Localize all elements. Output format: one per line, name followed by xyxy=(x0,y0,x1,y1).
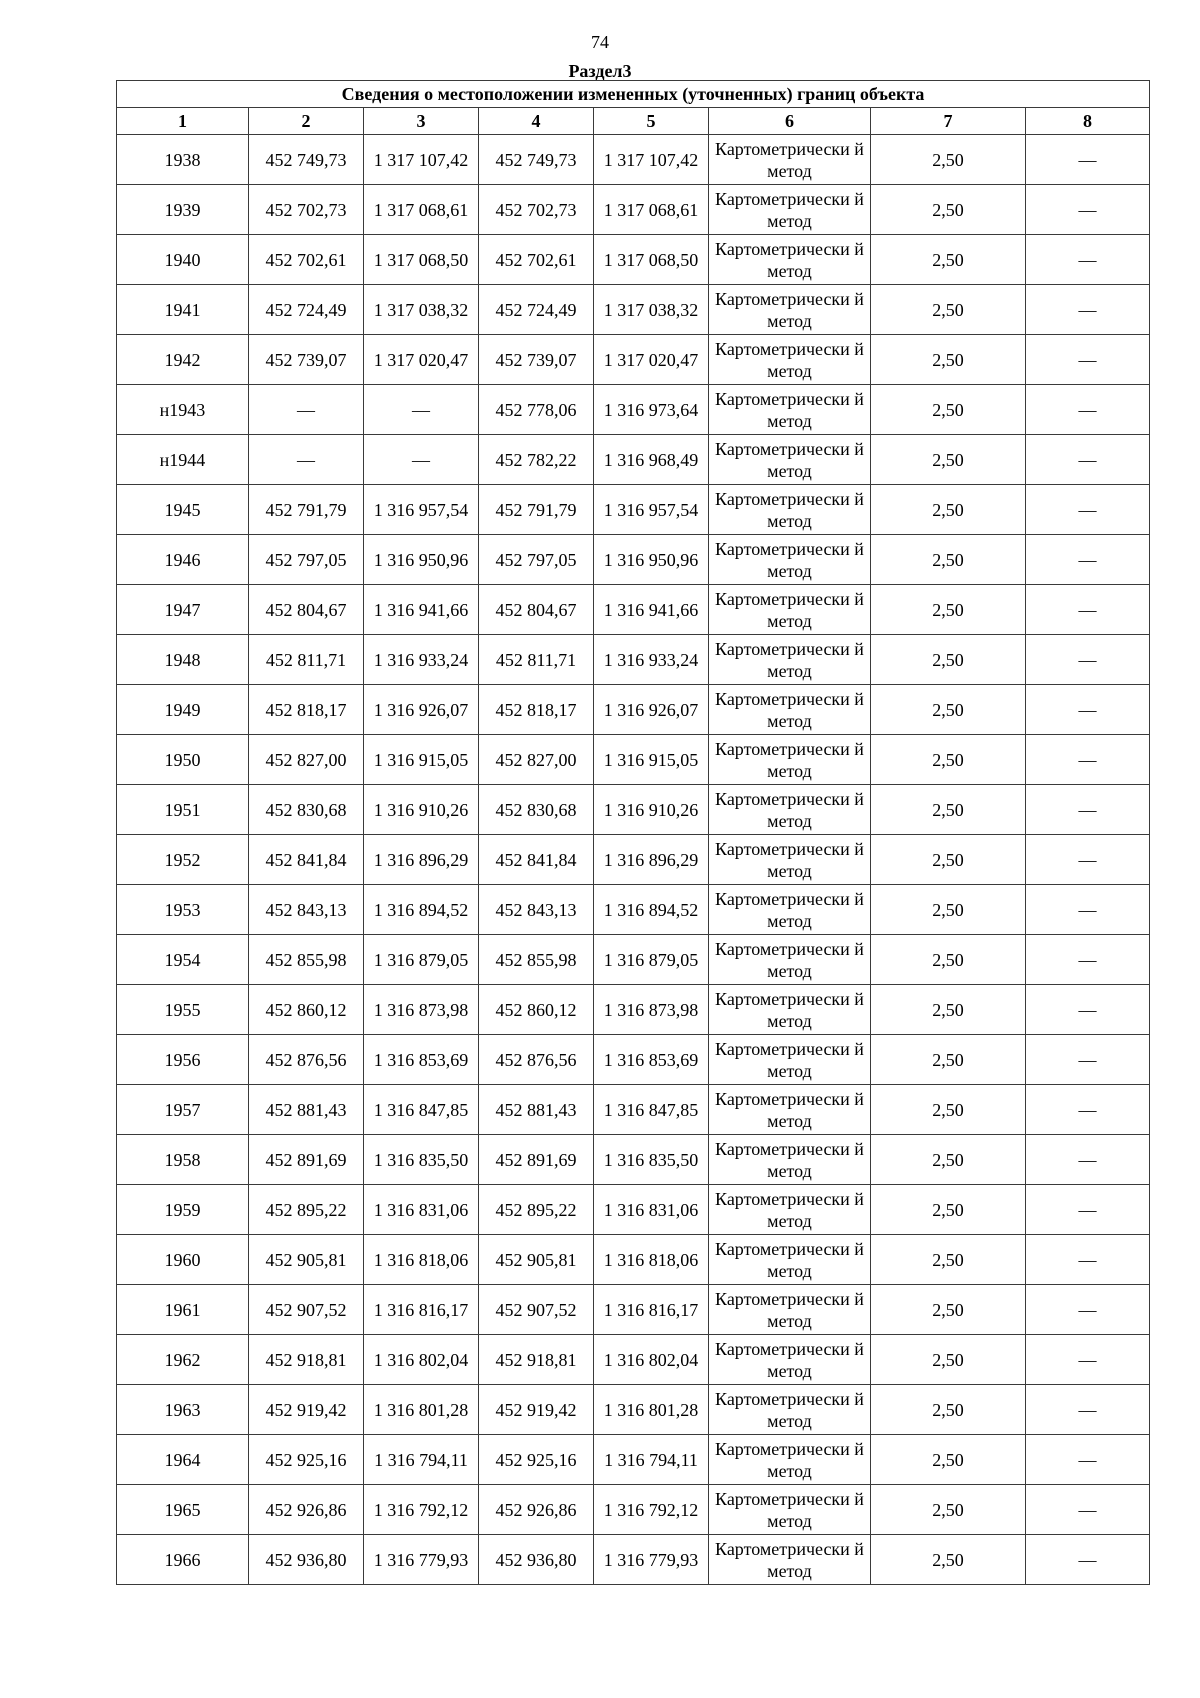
old-y-cell: 1 316 915,05 xyxy=(364,735,479,785)
old-x-cell: 452 843,13 xyxy=(249,885,364,935)
description-cell: — xyxy=(1026,535,1150,585)
method-cell: Картометрически й метод xyxy=(709,1535,871,1585)
point-number-cell: 1953 xyxy=(117,885,249,935)
new-y-cell: 1 317 020,47 xyxy=(594,335,709,385)
method-cell: Картометрически й метод xyxy=(709,885,871,935)
old-y-cell: 1 316 896,29 xyxy=(364,835,479,885)
table-row xyxy=(117,385,1150,435)
coordinates-table xyxy=(116,80,1150,1585)
old-y-cell: 1 316 847,85 xyxy=(364,1085,479,1135)
page-number: 74 xyxy=(591,32,609,52)
method-cell: Картометрически й метод xyxy=(709,735,871,785)
point-number-cell: 1956 xyxy=(117,1035,249,1085)
old-x-cell: 452 749,73 xyxy=(249,135,364,185)
new-x-cell: 452 843,13 xyxy=(479,885,594,935)
new-x-cell: 452 782,22 xyxy=(479,435,594,485)
point-number-cell: 1948 xyxy=(117,635,249,685)
old-x-cell: 452 827,00 xyxy=(249,735,364,785)
column-number: 5 xyxy=(594,108,709,135)
description-cell: — xyxy=(1026,985,1150,1035)
method-cell: Картометрически й метод xyxy=(709,535,871,585)
accuracy-cell: 2,50 xyxy=(871,685,1026,735)
description-cell: — xyxy=(1026,1235,1150,1285)
old-y-cell: 1 316 853,69 xyxy=(364,1035,479,1085)
point-number-cell: 1938 xyxy=(117,135,249,185)
point-number-cell: 1962 xyxy=(117,1335,249,1385)
description-cell: — xyxy=(1026,1535,1150,1585)
accuracy-cell: 2,50 xyxy=(871,1335,1026,1385)
column-number-row xyxy=(117,108,1150,135)
accuracy-cell: 2,50 xyxy=(871,835,1026,885)
table-row xyxy=(117,985,1150,1035)
new-x-cell: 452 925,16 xyxy=(479,1435,594,1485)
new-x-cell: 452 797,05 xyxy=(479,535,594,585)
old-y-cell: 1 316 801,28 xyxy=(364,1385,479,1435)
table-row xyxy=(117,585,1150,635)
old-y-cell: 1 317 107,42 xyxy=(364,135,479,185)
new-x-cell: 452 818,17 xyxy=(479,685,594,735)
new-y-cell: 1 316 792,12 xyxy=(594,1485,709,1535)
method-cell: Картометрически й метод xyxy=(709,1385,871,1435)
point-number-cell: н1943 xyxy=(117,385,249,435)
table-row xyxy=(117,1485,1150,1535)
new-y-cell: 1 316 950,96 xyxy=(594,535,709,585)
new-x-cell: 452 749,73 xyxy=(479,135,594,185)
new-y-cell: 1 317 107,42 xyxy=(594,135,709,185)
description-cell: — xyxy=(1026,585,1150,635)
accuracy-cell: 2,50 xyxy=(871,435,1026,485)
new-x-cell: 452 936,80 xyxy=(479,1535,594,1585)
new-x-cell: 452 778,06 xyxy=(479,385,594,435)
new-y-cell: 1 316 941,66 xyxy=(594,585,709,635)
new-x-cell: 452 855,98 xyxy=(479,935,594,985)
table-row xyxy=(117,1535,1150,1585)
point-number-cell: 1959 xyxy=(117,1185,249,1235)
column-number: 1 xyxy=(117,108,249,135)
point-number-cell: 1966 xyxy=(117,1535,249,1585)
description-cell: — xyxy=(1026,635,1150,685)
table-row xyxy=(117,885,1150,935)
accuracy-cell: 2,50 xyxy=(871,1035,1026,1085)
point-number-cell: 1940 xyxy=(117,235,249,285)
point-number-cell: 1957 xyxy=(117,1085,249,1135)
old-x-cell: 452 818,17 xyxy=(249,685,364,735)
new-y-cell: 1 317 068,61 xyxy=(594,185,709,235)
accuracy-cell: 2,50 xyxy=(871,985,1026,1035)
description-cell: — xyxy=(1026,885,1150,935)
description-cell: — xyxy=(1026,1085,1150,1135)
method-cell: Картометрически й метод xyxy=(709,1185,871,1235)
method-cell: Картометрически й метод xyxy=(709,935,871,985)
accuracy-cell: 2,50 xyxy=(871,1385,1026,1435)
old-y-cell: 1 316 779,93 xyxy=(364,1535,479,1585)
new-x-cell: 452 881,43 xyxy=(479,1085,594,1135)
new-x-cell: 452 860,12 xyxy=(479,985,594,1035)
table-row xyxy=(117,1435,1150,1485)
old-x-cell: 452 895,22 xyxy=(249,1185,364,1235)
method-cell: Картометрически й метод xyxy=(709,285,871,335)
method-cell: Картометрически й метод xyxy=(709,1135,871,1185)
accuracy-cell: 2,50 xyxy=(871,735,1026,785)
old-y-cell: — xyxy=(364,435,479,485)
new-y-cell: 1 316 853,69 xyxy=(594,1035,709,1085)
point-number-cell: 1958 xyxy=(117,1135,249,1185)
old-x-cell: — xyxy=(249,385,364,435)
old-x-cell: 452 855,98 xyxy=(249,935,364,985)
method-cell: Картометрически й метод xyxy=(709,435,871,485)
description-cell: — xyxy=(1026,135,1150,185)
old-x-cell: 452 804,67 xyxy=(249,585,364,635)
new-x-cell: 452 841,84 xyxy=(479,835,594,885)
accuracy-cell: 2,50 xyxy=(871,235,1026,285)
method-cell: Картометрически й метод xyxy=(709,385,871,435)
table-row xyxy=(117,535,1150,585)
old-y-cell: 1 316 873,98 xyxy=(364,985,479,1035)
column-number: 3 xyxy=(364,108,479,135)
point-number-cell: 1947 xyxy=(117,585,249,635)
old-y-cell: 1 316 792,12 xyxy=(364,1485,479,1535)
new-x-cell: 452 918,81 xyxy=(479,1335,594,1385)
old-y-cell: 1 317 020,47 xyxy=(364,335,479,385)
old-x-cell: 452 797,05 xyxy=(249,535,364,585)
table-row xyxy=(117,335,1150,385)
table-row xyxy=(117,185,1150,235)
method-cell: Картометрически й метод xyxy=(709,1485,871,1535)
method-cell: Картометрически й метод xyxy=(709,485,871,535)
description-cell: — xyxy=(1026,335,1150,385)
point-number-cell: 1955 xyxy=(117,985,249,1035)
new-x-cell: 452 919,42 xyxy=(479,1385,594,1435)
old-y-cell: 1 316 831,06 xyxy=(364,1185,479,1235)
point-number-cell: 1946 xyxy=(117,535,249,585)
accuracy-cell: 2,50 xyxy=(871,285,1026,335)
new-x-cell: 452 791,79 xyxy=(479,485,594,535)
old-y-cell: 1 316 879,05 xyxy=(364,935,479,985)
section-title: Раздел3 xyxy=(568,61,632,81)
method-cell: Картометрически й метод xyxy=(709,335,871,385)
method-cell: Картометрически й метод xyxy=(709,1085,871,1135)
point-number-cell: 1941 xyxy=(117,285,249,335)
new-y-cell: 1 316 910,26 xyxy=(594,785,709,835)
table-row xyxy=(117,1135,1150,1185)
new-x-cell: 452 830,68 xyxy=(479,785,594,835)
description-cell: — xyxy=(1026,1035,1150,1085)
new-x-cell: 452 702,73 xyxy=(479,185,594,235)
point-number-cell: н1944 xyxy=(117,435,249,485)
method-cell: Картометрически й метод xyxy=(709,1235,871,1285)
old-y-cell: 1 317 068,50 xyxy=(364,235,479,285)
old-x-cell: 452 936,80 xyxy=(249,1535,364,1585)
point-number-cell: 1965 xyxy=(117,1485,249,1535)
new-y-cell: 1 316 896,29 xyxy=(594,835,709,885)
new-y-cell: 1 316 873,98 xyxy=(594,985,709,1035)
accuracy-cell: 2,50 xyxy=(871,1185,1026,1235)
new-y-cell: 1 316 915,05 xyxy=(594,735,709,785)
table-row xyxy=(117,1385,1150,1435)
old-x-cell: 452 739,07 xyxy=(249,335,364,385)
table-row xyxy=(117,235,1150,285)
accuracy-cell: 2,50 xyxy=(871,185,1026,235)
old-y-cell: 1 317 068,61 xyxy=(364,185,479,235)
description-cell: — xyxy=(1026,1285,1150,1335)
accuracy-cell: 2,50 xyxy=(871,1435,1026,1485)
old-y-cell: 1 316 816,17 xyxy=(364,1285,479,1335)
new-y-cell: 1 316 818,06 xyxy=(594,1235,709,1285)
point-number-cell: 1951 xyxy=(117,785,249,835)
new-y-cell: 1 316 968,49 xyxy=(594,435,709,485)
old-y-cell: 1 316 926,07 xyxy=(364,685,479,735)
description-cell: — xyxy=(1026,385,1150,435)
method-cell: Картометрически й метод xyxy=(709,135,871,185)
point-number-cell: 1961 xyxy=(117,1285,249,1335)
accuracy-cell: 2,50 xyxy=(871,1135,1026,1185)
old-y-cell: 1 316 933,24 xyxy=(364,635,479,685)
new-y-cell: 1 316 926,07 xyxy=(594,685,709,735)
table-row xyxy=(117,1285,1150,1335)
new-y-cell: 1 316 847,85 xyxy=(594,1085,709,1135)
point-number-cell: 1952 xyxy=(117,835,249,885)
point-number-cell: 1964 xyxy=(117,1435,249,1485)
old-x-cell: 452 907,52 xyxy=(249,1285,364,1335)
new-x-cell: 452 876,56 xyxy=(479,1035,594,1085)
method-cell: Картометрически й метод xyxy=(709,635,871,685)
new-y-cell: 1 316 779,93 xyxy=(594,1535,709,1585)
old-y-cell: 1 316 950,96 xyxy=(364,535,479,585)
accuracy-cell: 2,50 xyxy=(871,1085,1026,1135)
new-x-cell: 452 724,49 xyxy=(479,285,594,335)
old-x-cell: 452 811,71 xyxy=(249,635,364,685)
new-y-cell: 1 317 068,50 xyxy=(594,235,709,285)
column-number: 8 xyxy=(1026,108,1150,135)
accuracy-cell: 2,50 xyxy=(871,385,1026,435)
accuracy-cell: 2,50 xyxy=(871,635,1026,685)
old-x-cell: 452 860,12 xyxy=(249,985,364,1035)
accuracy-cell: 2,50 xyxy=(871,585,1026,635)
point-number-cell: 1950 xyxy=(117,735,249,785)
accuracy-cell: 2,50 xyxy=(871,335,1026,385)
old-x-cell: 452 905,81 xyxy=(249,1235,364,1285)
table-row xyxy=(117,1085,1150,1135)
column-number: 7 xyxy=(871,108,1026,135)
new-x-cell: 452 907,52 xyxy=(479,1285,594,1335)
method-cell: Картометрически й метод xyxy=(709,585,871,635)
new-y-cell: 1 316 802,04 xyxy=(594,1335,709,1385)
method-cell: Картометрически й метод xyxy=(709,1285,871,1335)
new-y-cell: 1 316 831,06 xyxy=(594,1185,709,1235)
new-x-cell: 452 895,22 xyxy=(479,1185,594,1235)
table-row xyxy=(117,935,1150,985)
new-y-cell: 1 316 973,64 xyxy=(594,385,709,435)
old-x-cell: 452 925,16 xyxy=(249,1435,364,1485)
point-number-cell: 1939 xyxy=(117,185,249,235)
accuracy-cell: 2,50 xyxy=(871,1535,1026,1585)
table-row xyxy=(117,635,1150,685)
new-y-cell: 1 316 835,50 xyxy=(594,1135,709,1185)
column-number: 2 xyxy=(249,108,364,135)
new-x-cell: 452 827,00 xyxy=(479,735,594,785)
table-row xyxy=(117,1235,1150,1285)
new-y-cell: 1 316 801,28 xyxy=(594,1385,709,1435)
table-caption: Сведения о местоположении измененных (уточненных) границ объекта xyxy=(117,81,1150,108)
table-row xyxy=(117,685,1150,735)
old-x-cell: 452 891,69 xyxy=(249,1135,364,1185)
description-cell: — xyxy=(1026,1135,1150,1185)
accuracy-cell: 2,50 xyxy=(871,485,1026,535)
old-x-cell: 452 830,68 xyxy=(249,785,364,835)
table-row xyxy=(117,435,1150,485)
description-cell: — xyxy=(1026,235,1150,285)
old-y-cell: 1 316 910,26 xyxy=(364,785,479,835)
new-y-cell: 1 317 038,32 xyxy=(594,285,709,335)
old-y-cell: 1 316 894,52 xyxy=(364,885,479,935)
column-number: 4 xyxy=(479,108,594,135)
method-cell: Картометрически й метод xyxy=(709,1335,871,1385)
new-x-cell: 452 811,71 xyxy=(479,635,594,685)
table-row xyxy=(117,285,1150,335)
old-x-cell: 452 791,79 xyxy=(249,485,364,535)
description-cell: — xyxy=(1026,435,1150,485)
old-x-cell: 452 926,86 xyxy=(249,1485,364,1535)
accuracy-cell: 2,50 xyxy=(871,1485,1026,1535)
description-cell: — xyxy=(1026,185,1150,235)
description-cell: — xyxy=(1026,835,1150,885)
point-number-cell: 1942 xyxy=(117,335,249,385)
table-row xyxy=(117,785,1150,835)
old-x-cell: 452 724,49 xyxy=(249,285,364,335)
old-x-cell: 452 876,56 xyxy=(249,1035,364,1085)
new-y-cell: 1 316 957,54 xyxy=(594,485,709,535)
table-row xyxy=(117,1335,1150,1385)
old-y-cell: 1 316 818,06 xyxy=(364,1235,479,1285)
accuracy-cell: 2,50 xyxy=(871,535,1026,585)
description-cell: — xyxy=(1026,1185,1150,1235)
description-cell: — xyxy=(1026,935,1150,985)
table-row xyxy=(117,735,1150,785)
description-cell: — xyxy=(1026,485,1150,535)
new-x-cell: 452 702,61 xyxy=(479,235,594,285)
new-y-cell: 1 316 879,05 xyxy=(594,935,709,985)
description-cell: — xyxy=(1026,685,1150,735)
new-x-cell: 452 804,67 xyxy=(479,585,594,635)
description-cell: — xyxy=(1026,1335,1150,1385)
accuracy-cell: 2,50 xyxy=(871,1235,1026,1285)
table-row xyxy=(117,485,1150,535)
old-y-cell: 1 317 038,32 xyxy=(364,285,479,335)
description-cell: — xyxy=(1026,735,1150,785)
description-cell: — xyxy=(1026,1385,1150,1435)
new-y-cell: 1 316 933,24 xyxy=(594,635,709,685)
old-y-cell: 1 316 835,50 xyxy=(364,1135,479,1185)
method-cell: Картометрически й метод xyxy=(709,185,871,235)
method-cell: Картометрически й метод xyxy=(709,1435,871,1485)
old-y-cell: 1 316 957,54 xyxy=(364,485,479,535)
old-x-cell: 452 881,43 xyxy=(249,1085,364,1135)
new-y-cell: 1 316 894,52 xyxy=(594,885,709,935)
description-cell: — xyxy=(1026,1485,1150,1535)
new-x-cell: 452 739,07 xyxy=(479,335,594,385)
method-cell: Картометрически й метод xyxy=(709,685,871,735)
accuracy-cell: 2,50 xyxy=(871,1285,1026,1335)
point-number-cell: 1949 xyxy=(117,685,249,735)
new-y-cell: 1 316 816,17 xyxy=(594,1285,709,1335)
description-cell: — xyxy=(1026,785,1150,835)
old-x-cell: 452 918,81 xyxy=(249,1335,364,1385)
method-cell: Картометрически й метод xyxy=(709,235,871,285)
table-row xyxy=(117,135,1150,185)
new-x-cell: 452 905,81 xyxy=(479,1235,594,1285)
new-x-cell: 452 891,69 xyxy=(479,1135,594,1185)
method-cell: Картометрически й метод xyxy=(709,785,871,835)
column-number: 6 xyxy=(709,108,871,135)
old-x-cell: 452 702,61 xyxy=(249,235,364,285)
method-cell: Картометрически й метод xyxy=(709,835,871,885)
old-y-cell: 1 316 802,04 xyxy=(364,1335,479,1385)
table-row xyxy=(117,1035,1150,1085)
old-y-cell: 1 316 941,66 xyxy=(364,585,479,635)
description-cell: — xyxy=(1026,1435,1150,1485)
point-number-cell: 1963 xyxy=(117,1385,249,1435)
accuracy-cell: 2,50 xyxy=(871,935,1026,985)
old-x-cell: 452 919,42 xyxy=(249,1385,364,1435)
method-cell: Картометрически й метод xyxy=(709,985,871,1035)
accuracy-cell: 2,50 xyxy=(871,785,1026,835)
point-number-cell: 1960 xyxy=(117,1235,249,1285)
table-row xyxy=(117,1185,1150,1235)
old-x-cell: 452 841,84 xyxy=(249,835,364,885)
table-body xyxy=(117,135,1150,1585)
accuracy-cell: 2,50 xyxy=(871,135,1026,185)
new-x-cell: 452 926,86 xyxy=(479,1485,594,1535)
accuracy-cell: 2,50 xyxy=(871,885,1026,935)
old-x-cell: 452 702,73 xyxy=(249,185,364,235)
description-cell: — xyxy=(1026,285,1150,335)
new-y-cell: 1 316 794,11 xyxy=(594,1435,709,1485)
point-number-cell: 1945 xyxy=(117,485,249,535)
table-row xyxy=(117,835,1150,885)
old-y-cell: — xyxy=(364,385,479,435)
old-y-cell: 1 316 794,11 xyxy=(364,1435,479,1485)
method-cell: Картометрически й метод xyxy=(709,1035,871,1085)
old-x-cell: — xyxy=(249,435,364,485)
point-number-cell: 1954 xyxy=(117,935,249,985)
